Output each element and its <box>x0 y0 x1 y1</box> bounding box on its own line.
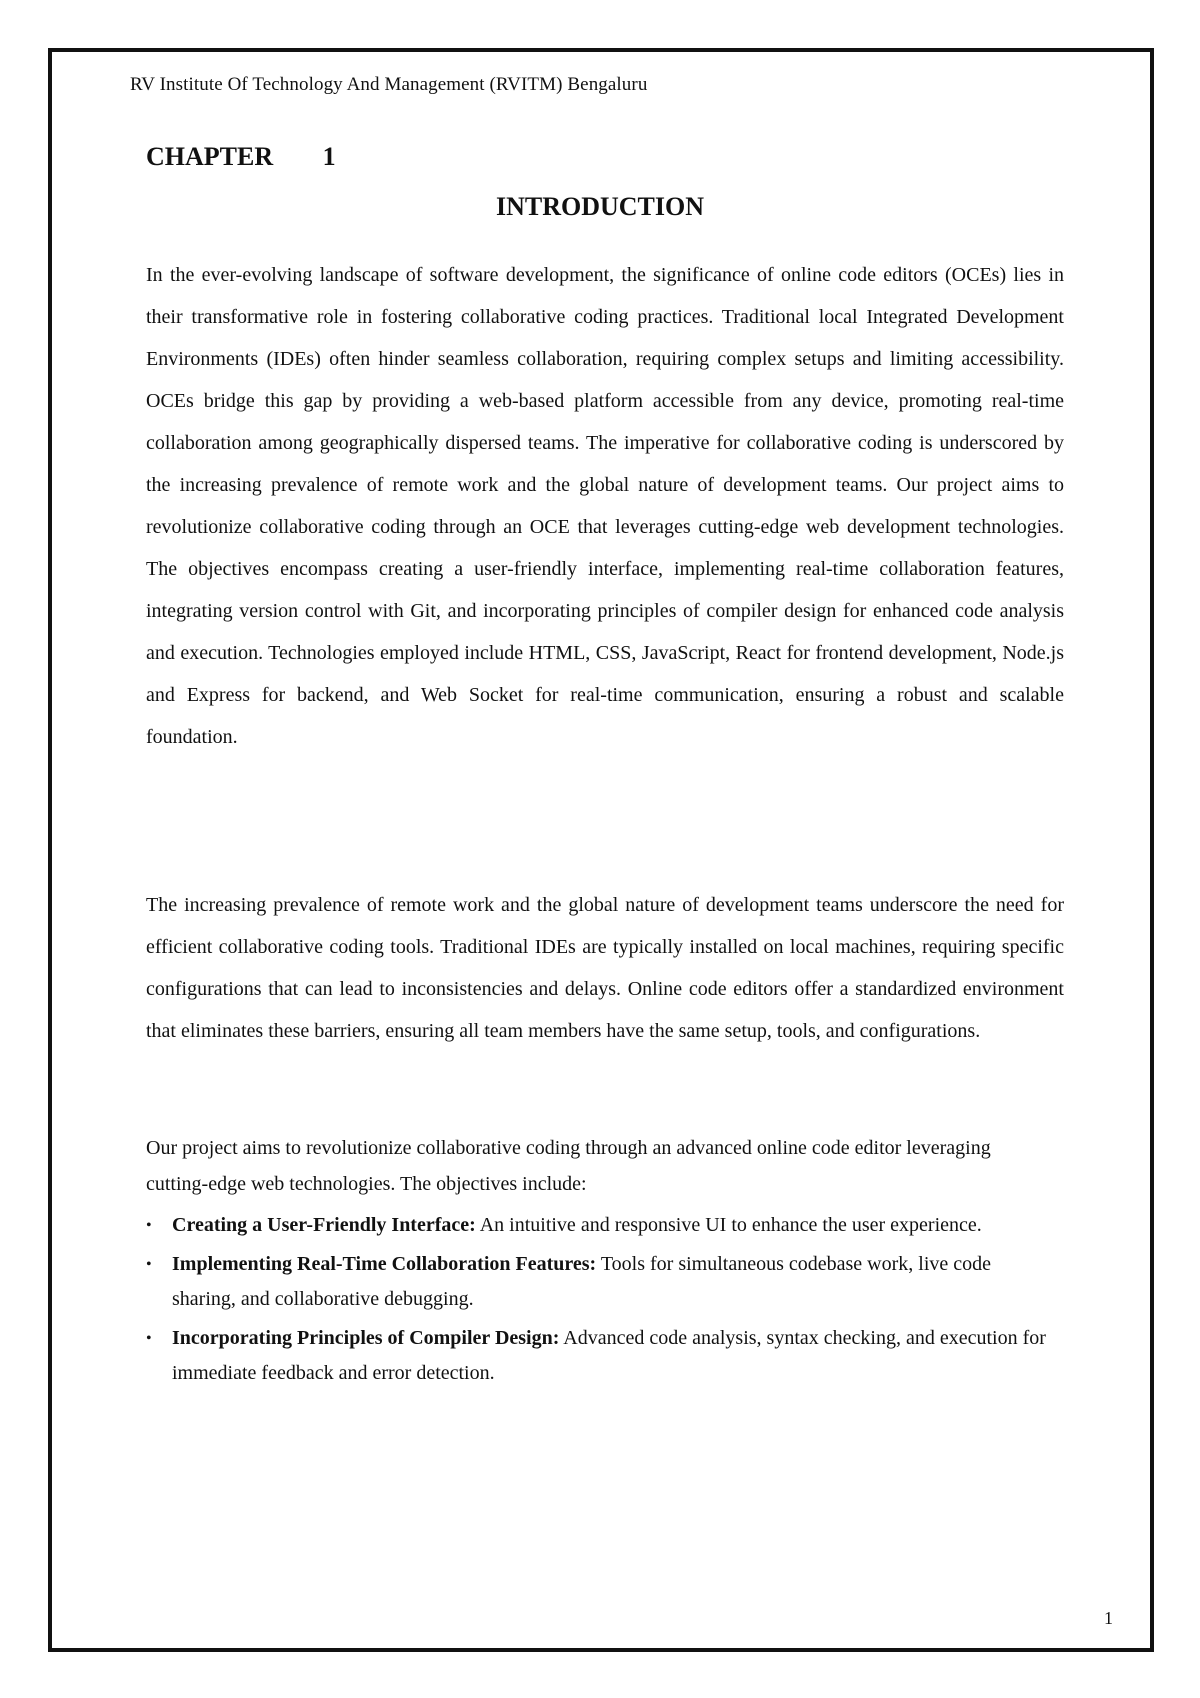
list-item <box>146 1321 1046 1391</box>
bullet-icon: • <box>146 1217 152 1234</box>
running-header: RV Institute Of Technology And Management (RVITM) Bengaluru <box>130 74 648 95</box>
chapter-label: CHAPTER 1 <box>146 142 336 171</box>
objective-text: Advanced code analysis, syntax checking, and execution for immediate feedback and error detection. <box>172 1327 1046 1384</box>
objectives-list <box>146 1208 1046 1395</box>
objective-title: Implementing Real-Time Collaboration Features: <box>172 1253 597 1275</box>
bullet-icon: • <box>146 1330 152 1347</box>
list-item <box>146 1247 1046 1317</box>
paragraph-1: In the ever-evolving landscape of software development, the significance of online code editors (OCEs) lies in their transformative role in fostering collaborative coding practices. Traditional local Integrated Development Environments (IDEs) often hinder seamless collaboration, requiring complex setups and limiting accessibility. OCEs bridge this gap by providing a web-based platform accessible from any device, promoting real-time collaboration among geographically dispersed teams. The imperative for collaborative coding is underscored by the increasing prevalence of remote work and the global nature of development teams. Our project aims to revolutionize collaborative coding through an OCE that leverages cutting-edge web development technologies. The objectives encompass creating a user-friendly interface, implementing real-time collaboration features, integrating version control with Git, and incorporating principles of compiler design for enhanced code analysis and execution. Technologies employed include HTML, CSS, JavaScript, React for frontend development, Node.js and Express for backend, and Web Socket for real-time communication, ensuring a robust and scalable foundation. <box>146 264 1064 748</box>
bullet-icon: • <box>146 1256 152 1273</box>
paragraph-2: The increasing prevalence of remote work and the global nature of development teams underscore the need for efficient collaborative coding tools. Traditional IDEs are typically installed on local machines, requiring specific configurations that can lead to inconsistencies and delays. Online code editors offer a standardized environment that eliminates these barriers, ensuring all team members have the same setup, tools, and configurations. <box>146 894 1064 1042</box>
page-number: 1 <box>1104 1608 1113 1628</box>
objective-text: An intuitive and responsive UI to enhance the user experience. <box>475 1214 982 1236</box>
paragraph-3: Our project aims to revolutionize collaborative coding through an advanced online code editor leveraging cutting-edge web technologies. The objectives include: <box>146 1137 991 1195</box>
list-item <box>146 1208 1046 1243</box>
section-title: INTRODUCTION <box>495 192 705 221</box>
objective-title: Creating a User-Friendly Interface: <box>172 1214 476 1236</box>
objective-title: Incorporating Principles of Compiler Design: <box>172 1327 560 1349</box>
objective-text: Tools for simultaneous codebase work, live code sharing, and collaborative debugging. <box>172 1253 992 1310</box>
